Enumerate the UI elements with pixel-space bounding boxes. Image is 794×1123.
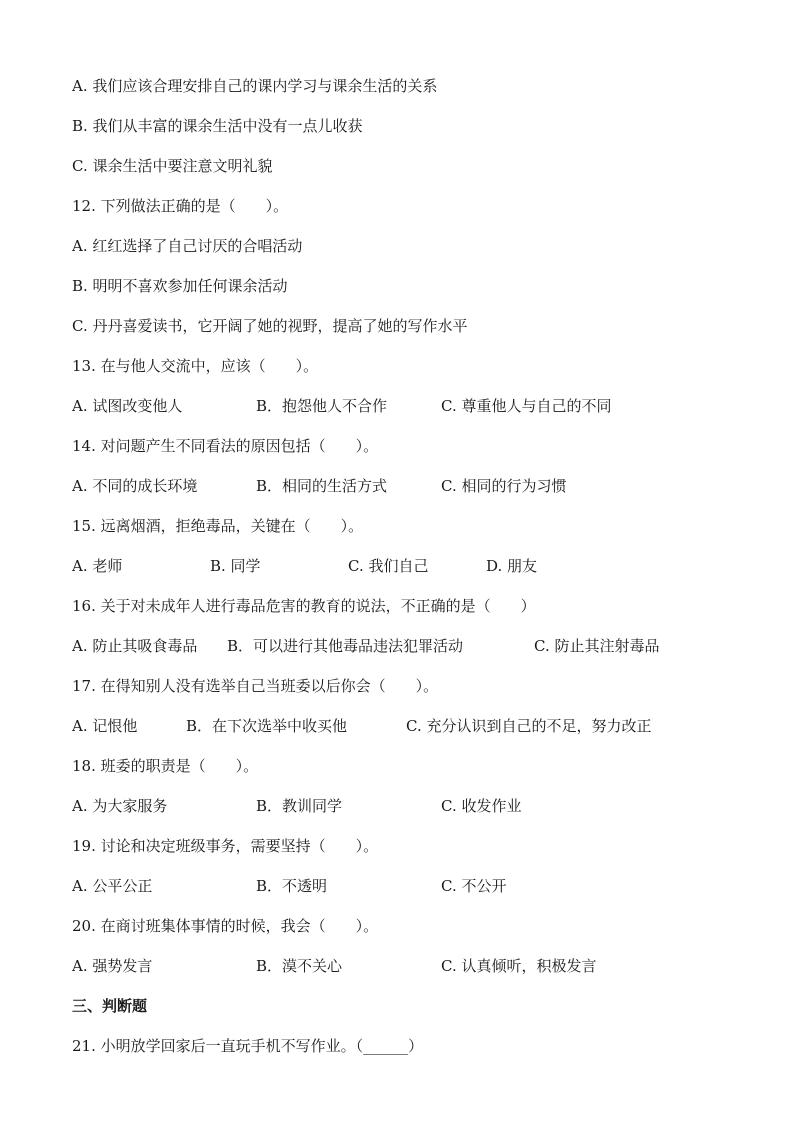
option-a: A. 强势发言 — [72, 957, 153, 975]
question-15 — [72, 515, 363, 537]
question-16 — [72, 595, 536, 617]
option-line — [72, 115, 363, 137]
option-text: B. 明明不喜欢参加任何课余活动 — [72, 277, 288, 295]
option-c: C. 我们自己 — [348, 557, 429, 575]
option-text: B. 我们从丰富的课余生活中没有一点儿收获 — [72, 117, 363, 135]
option-d: D. 朋友 — [486, 557, 538, 575]
section-heading — [72, 995, 147, 1017]
option-c: C. 不公开 — [441, 877, 507, 895]
option-c: C. 收发作业 — [441, 797, 522, 815]
option-b: B．不透明 — [256, 877, 328, 895]
question-text: 20. 在商讨班集体事情的时候，我会（ ）。 — [72, 917, 379, 935]
option-text: C. 课余生活中要注意文明礼貌 — [72, 157, 273, 175]
option-b: B. 同学 — [210, 557, 261, 575]
option-a: A. 记恨他 — [72, 717, 138, 735]
question-17 — [72, 675, 438, 697]
option-b: B．漠不关心 — [256, 957, 343, 975]
question-20 — [72, 915, 378, 937]
option-a: A. 为大家服务 — [72, 797, 168, 815]
question-text: 18. 班委的职责是（ ）。 — [72, 757, 259, 775]
option-c: C. 认真倾听，积极发言 — [441, 957, 597, 975]
question-text: 21. 小明放学回家后一直玩手机不写作业。（______） — [72, 1037, 424, 1055]
option-b: B．在下次选举中收买他 — [186, 717, 348, 735]
question-text: 14. 对问题产生不同看法的原因包括（ ）。 — [72, 437, 379, 455]
option-line — [72, 275, 288, 297]
question-18 — [72, 755, 258, 777]
question-12 — [72, 195, 288, 217]
option-text: A. 我们应该合理安排自己的课内学习与课余生活的关系 — [72, 77, 438, 95]
option-text: C. 丹丹喜爱读书，它开阔了她的视野，提高了她的写作水平 — [72, 317, 468, 335]
question-19 — [72, 835, 378, 857]
option-b: B．相同的生活方式 — [256, 477, 388, 495]
option-c: C. 尊重他人与自己的不同 — [441, 397, 612, 415]
question-13 — [72, 355, 318, 377]
option-c: C. 防止其注射毒品 — [534, 637, 660, 655]
section-title: 三、判断题 — [72, 997, 148, 1015]
option-a: A. 防止其吸食毒品 — [72, 637, 198, 655]
question-text: 15. 远离烟酒，拒绝毒品，关键在（ ）。 — [72, 517, 364, 535]
option-a: A. 试图改变他人 — [72, 397, 183, 415]
question-text: 13. 在与他人交流中，应该（ ）。 — [72, 357, 319, 375]
question-21 — [72, 1035, 423, 1057]
option-c: C. 充分认识到自己的不足，努力改正 — [406, 717, 652, 735]
option-line — [72, 235, 302, 257]
option-b: B．抱怨他人不合作 — [256, 397, 388, 415]
option-a: A. 公平公正 — [72, 877, 153, 895]
option-b: B．教训同学 — [256, 797, 343, 815]
question-text: 17. 在得知别人没有选举自己当班委以后你会（ ）。 — [72, 677, 439, 695]
option-a: A. 不同的成长环境 — [72, 477, 198, 495]
option-a: A. 老师 — [72, 557, 123, 575]
option-c: C. 相同的行为习惯 — [441, 477, 567, 495]
question-text: 19. 讨论和决定班级事务，需要坚持（ ）。 — [72, 837, 379, 855]
option-line — [72, 315, 467, 337]
option-line — [72, 155, 272, 177]
question-text: 16. 关于对未成年人进行毒品危害的教育的说法，不正确的是（ ） — [72, 597, 536, 615]
question-text: 12. 下列做法正确的是（ ）。 — [72, 197, 289, 215]
option-line — [72, 75, 437, 97]
question-14 — [72, 435, 378, 457]
option-text: A. 红红选择了自己讨厌的合唱活动 — [72, 237, 303, 255]
option-b: B．可以进行其他毒品违法犯罪活动 — [227, 637, 464, 655]
